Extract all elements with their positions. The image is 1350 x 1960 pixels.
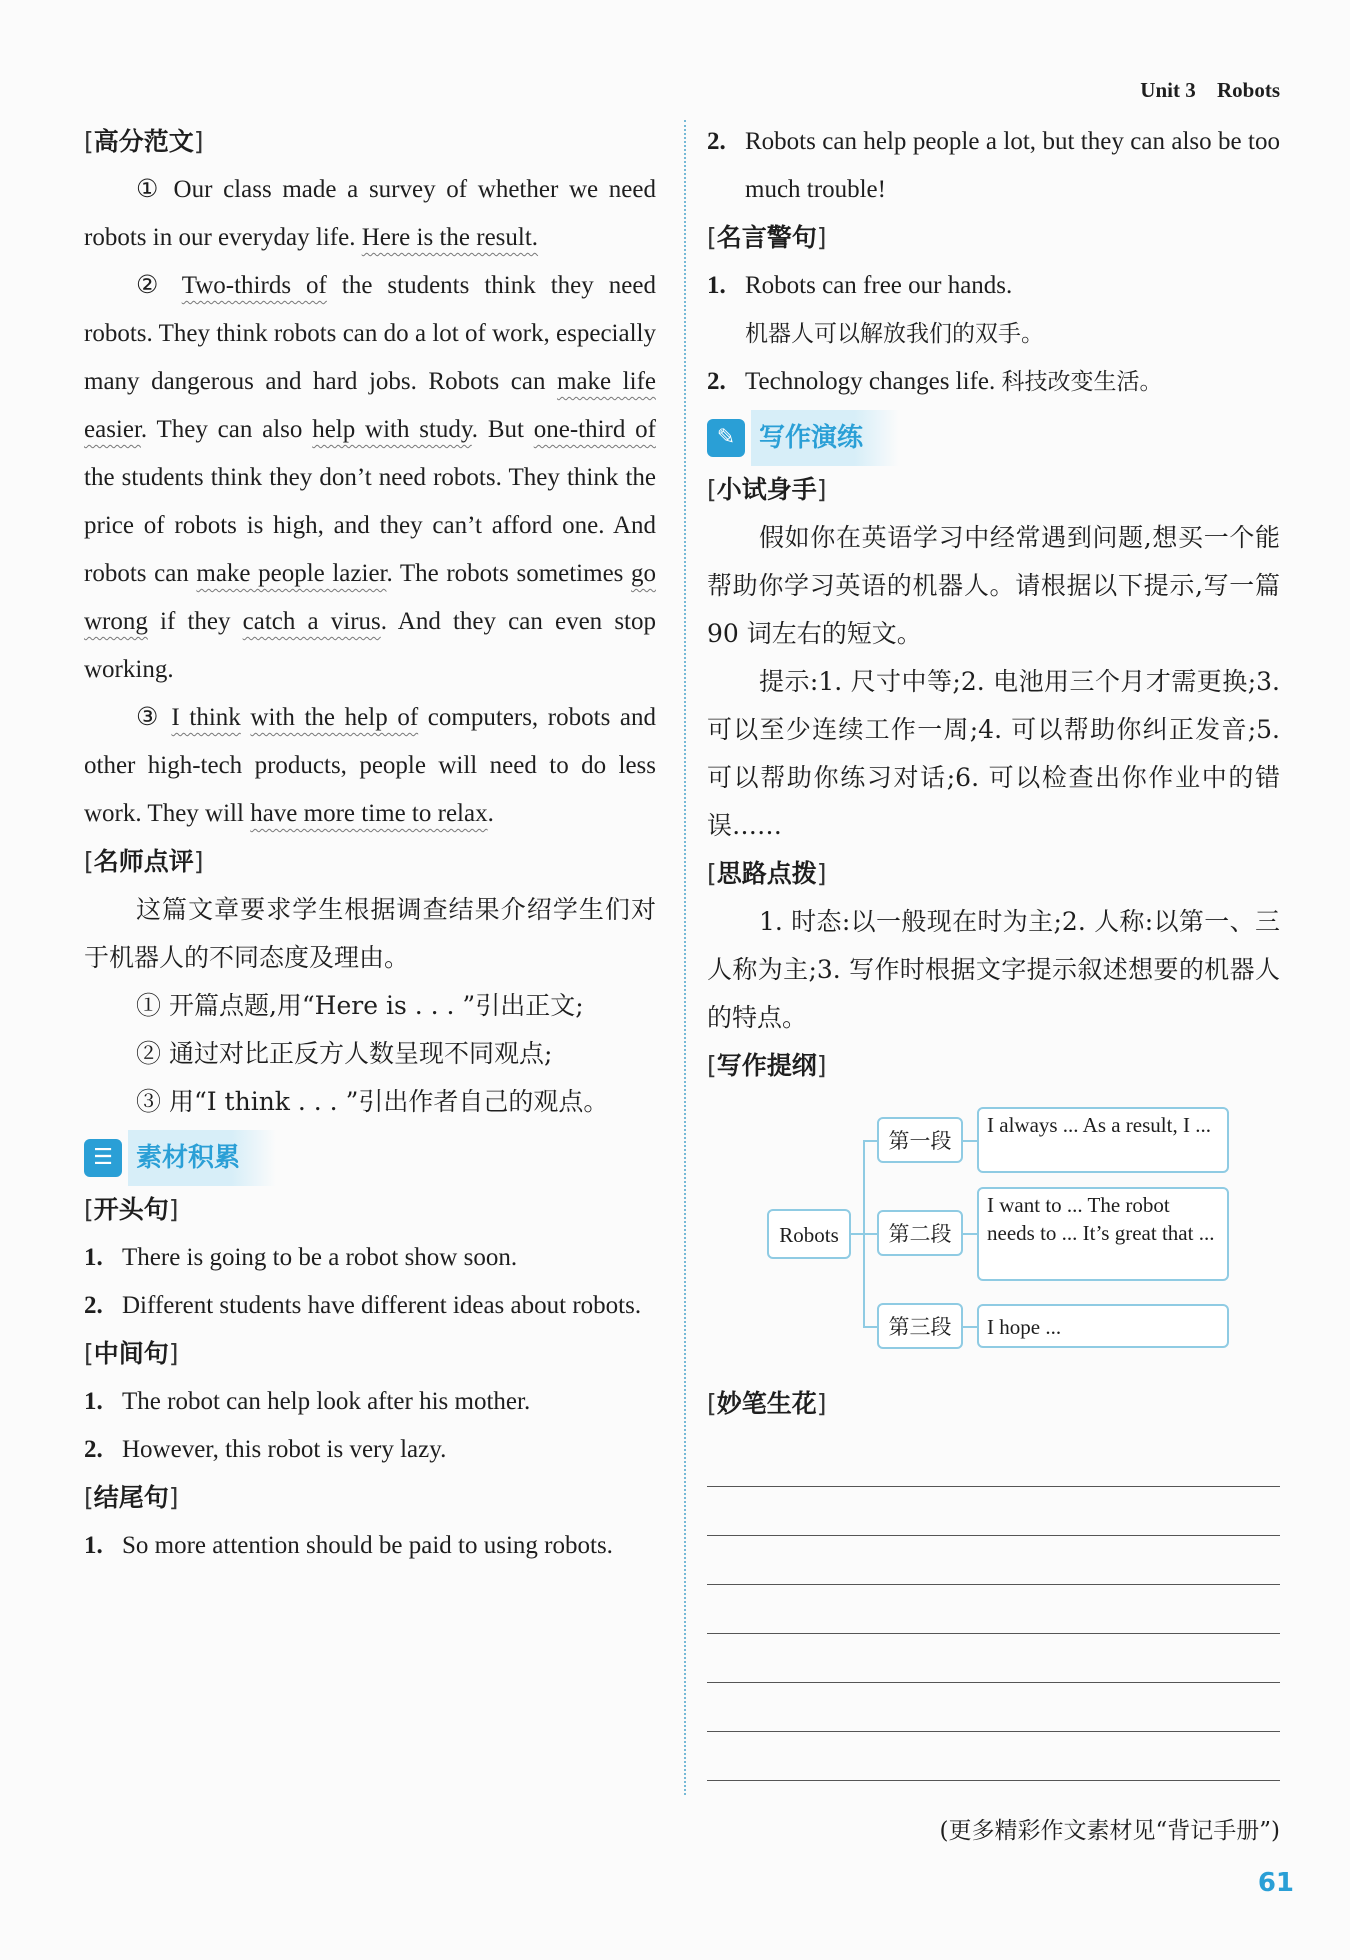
footer-note: (更多精彩作文素材见“背记手册”) — [939, 1818, 1280, 1844]
compose-heading: [妙笔生花] — [707, 1389, 827, 1418]
teacher-comment-heading: [名师点评] — [84, 847, 204, 876]
essay-paragraph-1: ① Our class made a survey of whether we need robots in our everyday life. Here is the result. — [84, 176, 656, 251]
key-phrase: with the help of — [250, 704, 419, 731]
connector — [963, 1326, 977, 1328]
list-item: 1. There is going to be a robot show soon. — [84, 1244, 518, 1271]
quote-item: 1. Robots can free our hands. — [707, 272, 1013, 299]
writing-hints: 提示:1. 尺寸中等;2. 电池用三个月才需更换;3. 可以至少连续工作一周;4. 可以帮助你纠正发音;5. 可以帮助你练习对话;6. 可以检查出你作业中的错误…… — [707, 667, 1280, 840]
model-essay-heading: [高分范文] — [84, 127, 204, 156]
writing-guide: 1. 时态:以一般现在时为主;2. 人称:以第一、三人称为主;3. 写作时根据文字提示叙述想要的机器人的特点。 — [707, 907, 1280, 1032]
materials-section-title: ☰ 素材积累 — [84, 1132, 656, 1184]
connector — [863, 1326, 877, 1328]
connector — [963, 1233, 977, 1235]
answer-line[interactable] — [707, 1438, 1280, 1487]
key-phrase: catch a virus — [242, 608, 381, 635]
connector — [863, 1140, 877, 1142]
outline-section-label: 第三段 — [877, 1303, 963, 1349]
list-item: 2. Robots can help people a lot, but they can also be too much trouble! — [707, 128, 1280, 203]
answer-line[interactable] — [707, 1732, 1280, 1781]
outline-heading: [写作提纲] — [707, 1051, 827, 1080]
outline-section-label: 第一段 — [877, 1117, 963, 1163]
outline-section-label: 第二段 — [877, 1210, 963, 1256]
answer-line[interactable] — [707, 1585, 1280, 1634]
key-phrase: I think — [171, 704, 241, 731]
quote-item: 2. Technology changes life. 科技改变生活。 — [707, 368, 1163, 395]
key-phrase: Here is the result. — [361, 224, 539, 251]
comment-point: ③ 用“I think . . . ”引出作者自己的观点。 — [136, 1087, 609, 1116]
writing-answer-lines[interactable] — [707, 1438, 1280, 1781]
comment-point: ① 开篇点题,用“Here is . . . ”引出正文; — [136, 991, 584, 1020]
list-item: 1. So more attention should be paid to using robots. — [84, 1532, 613, 1559]
key-phrase: make life easier — [84, 368, 656, 443]
right-column — [707, 118, 1280, 1781]
quote-translation: 机器人可以解放我们的双手。 — [745, 321, 1044, 347]
left-column — [84, 118, 656, 1570]
guide-heading: [思路点拨] — [707, 859, 827, 888]
opening-sentences-heading: [开头句] — [84, 1195, 179, 1224]
essay-paragraph-3: ③ I think with the help of computers, robots and other high-tech products, people will need to do less work. They will have more time to relax. — [84, 704, 657, 827]
key-phrase: Two-thirds of — [181, 272, 327, 299]
connector — [851, 1233, 863, 1235]
teacher-comment-intro: 这篇文章要求学生根据调查结果介绍学生们对于机器人的不同态度及理由。 — [84, 895, 656, 972]
outline-root: Robots — [767, 1209, 851, 1259]
outline-section-text: I hope ... — [977, 1304, 1229, 1348]
answer-line[interactable] — [707, 1683, 1280, 1732]
connector — [863, 1233, 877, 1235]
answer-line[interactable] — [707, 1634, 1280, 1683]
key-phrase: one-third of — [533, 416, 656, 443]
book-stack-icon: ☰ — [84, 1139, 122, 1177]
page-number: 61 — [1257, 1868, 1294, 1898]
answer-line[interactable] — [707, 1487, 1280, 1536]
list-item: 2. However, this robot is very lazy. — [84, 1436, 447, 1463]
unit-topic: Robots — [1216, 78, 1280, 102]
writing-section-title: ✎ 写作演练 — [707, 412, 1280, 464]
try-heading: [小试身手] — [707, 475, 827, 504]
writing-prompt: 假如你在英语学习中经常遇到问题,想买一个能帮助你学习英语的机器人。请根据以下提示,写一篇 90 词左右的短文。 — [707, 523, 1280, 648]
unit-label: Unit 3 — [1140, 78, 1196, 102]
outline-section-text: I always ... As a result, I ... — [977, 1107, 1229, 1173]
essay-paragraph-2: ② Two-thirds of the students think they need robots. They think robots can do a lot of work, especially many dangerous and hard jobs. Robots can make life easier. They can also help with study. But one-third of the students think they don’t need robots. They think the price of robots is high, and they can’t afford one. And robots can make people lazier. The robots sometimes go wrong if they catch a virus. And they can even stop working. — [84, 272, 656, 683]
key-phrase: have more time to relax — [250, 800, 488, 827]
list-item: 2. Different students have different ideas about robots. — [84, 1292, 642, 1319]
key-phrase: help with study — [312, 416, 472, 443]
middle-sentences-heading: [中间句] — [84, 1339, 179, 1368]
pencil-icon: ✎ — [707, 419, 745, 457]
quotes-heading: [名言警句] — [707, 223, 827, 252]
list-item: 1. The robot can help look after his mother. — [84, 1388, 531, 1415]
outline-section-text: I want to ... The robot needs to ... It’s great that ... — [977, 1187, 1229, 1281]
column-divider — [684, 120, 686, 1795]
comment-point: ② 通过对比正反方人数呈现不同观点; — [136, 1039, 553, 1068]
key-phrase: make people lazier — [196, 560, 387, 587]
answer-line[interactable] — [707, 1536, 1280, 1585]
writing-outline-diagram — [707, 1104, 1280, 1374]
ending-sentences-heading: [结尾句] — [84, 1483, 179, 1512]
connector — [963, 1140, 977, 1142]
running-header — [1124, 78, 1280, 103]
key-phrase: go wrong — [84, 560, 656, 635]
